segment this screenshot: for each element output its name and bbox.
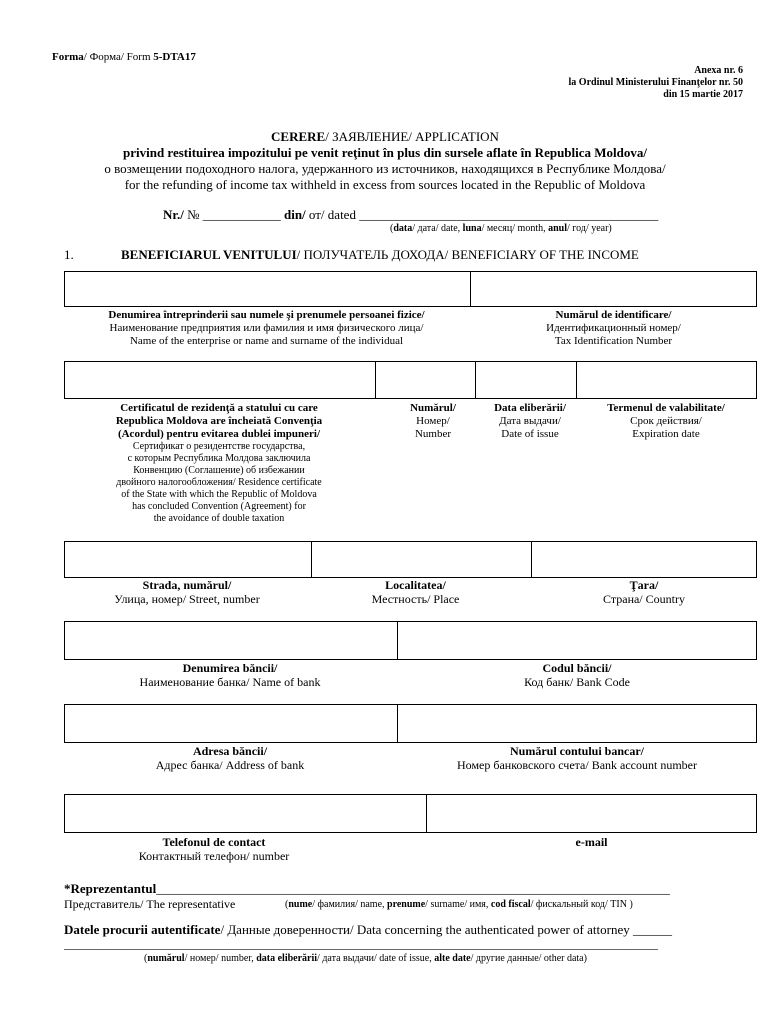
label-ro: Termenul de valabilitate/ bbox=[607, 402, 725, 414]
label-ro: Ţara/ bbox=[629, 578, 659, 592]
poa-field[interactable]: / Данные доверенности/ Data concerning the authenticated power of attorney ______ bbox=[220, 922, 672, 937]
label-en: Expiration date bbox=[632, 428, 700, 440]
title-subtitle-ru: о возмещении подоходного налога, удержанного из источников, находящихся в Республике Молдова/ bbox=[104, 161, 666, 176]
form-id bbox=[52, 51, 196, 64]
hint-cod: cod fiscal bbox=[490, 899, 531, 910]
label-ro-1: Certificatul de rezidenţă a statului cu care bbox=[120, 402, 318, 414]
label-en-1: of the State with which the Republic of Moldova bbox=[121, 489, 317, 500]
hint-paren: ( bbox=[285, 899, 289, 910]
label-rest: Код банк/ Bank Code bbox=[524, 675, 630, 689]
hint-text-2: / surname/ имя, bbox=[425, 899, 491, 910]
hint-text-2: / дата выдачи/ date of issue, bbox=[317, 953, 435, 964]
hint-text-3: / другие данные/ other data) bbox=[470, 953, 587, 964]
annex-line-2: la Ordinul Ministerului Finanţelor nr. 50 bbox=[568, 77, 743, 88]
label-ro: Strada, numărul/ bbox=[142, 578, 232, 592]
form-code: 5-DTA17 bbox=[153, 51, 196, 63]
nr-label: Nr./ bbox=[163, 207, 184, 222]
label-ru: Наименование предприятия или фамилия и имя физического лица/ bbox=[109, 322, 424, 334]
label-ro: Codul băncii/ bbox=[542, 661, 612, 675]
hint-numarul: numărul bbox=[147, 953, 185, 964]
bank-row bbox=[64, 621, 757, 660]
form-label-rest: / Форма/ Form bbox=[83, 51, 154, 63]
street-label bbox=[64, 578, 310, 606]
hint-data: data eliberării bbox=[256, 953, 318, 964]
hint-alte: alte date bbox=[434, 953, 471, 964]
number-date-line bbox=[163, 207, 658, 222]
certificate-number-input[interactable] bbox=[376, 362, 475, 398]
bank-account-label bbox=[397, 744, 757, 772]
country-label bbox=[531, 578, 757, 606]
bank-address-input[interactable] bbox=[65, 705, 397, 742]
bank-code-label bbox=[397, 661, 757, 689]
annex-line-1: Anexa nr. 6 bbox=[694, 65, 743, 76]
enterprise-name-input[interactable] bbox=[65, 272, 470, 306]
label-rest: Страна/ Country bbox=[603, 592, 685, 606]
representative-hint bbox=[285, 899, 633, 911]
label-ro: Adresa băncii/ bbox=[192, 744, 268, 758]
label-ro: Data eliberării/ bbox=[494, 402, 566, 414]
issue-date-input[interactable] bbox=[476, 362, 576, 398]
label-ro: Localitatea/ bbox=[385, 578, 446, 592]
label-ro: Telefonul de contact bbox=[162, 835, 266, 849]
annex-line-3: din 15 martie 2017 bbox=[663, 89, 743, 100]
poa-field-line[interactable]: ___________________________________________________________________________________________________ bbox=[64, 937, 658, 951]
certificate-input[interactable] bbox=[65, 362, 375, 398]
label-rest: Улица, номер/ Street, number bbox=[114, 592, 260, 606]
certificate-row bbox=[64, 361, 757, 399]
label-ru: Идентификационный номер/ bbox=[546, 322, 681, 334]
title-heading-rest: / ЗАЯВЛЕНИЕ/ APPLICATION bbox=[325, 129, 499, 144]
hint-anul: anul bbox=[548, 223, 568, 234]
label-ru-3: Конвенцию (Соглашение) об избежании bbox=[133, 465, 305, 476]
section-title-rest: / ПОЛУЧАТЕЛЬ ДОХОДА/ BENEFICIARY OF THE INCOME bbox=[296, 247, 639, 262]
label-rest: Адрес банка/ Address of bank bbox=[155, 758, 305, 772]
label-rest: Контактный телефон/ number bbox=[138, 849, 290, 863]
label-ru: Номер/ bbox=[416, 415, 450, 427]
label-rest: Наименование банка/ Name of bank bbox=[139, 675, 321, 689]
poa-label: Datele procurii autentificate bbox=[64, 922, 221, 937]
expiration-date-input[interactable] bbox=[577, 362, 756, 398]
label-ru: Дата выдачи/ bbox=[499, 415, 561, 427]
label-ru-4: двойного налогообложения/ Residence certificate bbox=[116, 477, 322, 488]
place-label bbox=[311, 578, 520, 606]
label-ro: Numărul contului bancar/ bbox=[509, 744, 644, 758]
hint-luna: luna bbox=[462, 223, 482, 234]
label-ru-1: Сертификат о резидентстве государства, bbox=[132, 441, 306, 452]
enterprise-row bbox=[64, 271, 757, 307]
representative-label-rest: Представитель/ The representative bbox=[64, 897, 236, 911]
title-subtitle-ro: privind restituirea impozitului pe venit reţinut în plus din sursele aflate în Republica Moldova/ bbox=[122, 145, 648, 160]
label-ro: Denumirea băncii/ bbox=[182, 661, 278, 675]
hint-text-1: / фамилия/ name, bbox=[312, 899, 388, 910]
label-en: Date of issue bbox=[501, 428, 559, 440]
country-input[interactable] bbox=[532, 542, 756, 577]
hint-paren: ( bbox=[144, 953, 148, 964]
address-row bbox=[64, 541, 757, 578]
hint-prenume: prenume bbox=[387, 899, 426, 910]
bank-address-row bbox=[64, 704, 757, 743]
hint-paren: ( bbox=[390, 223, 394, 234]
poa-hint bbox=[144, 953, 587, 965]
label-ru: Срок действия/ bbox=[630, 415, 702, 427]
street-input[interactable] bbox=[65, 542, 311, 577]
section-title bbox=[121, 247, 639, 262]
label-ro: Numărul/ bbox=[410, 402, 456, 414]
title-heading: CERERE bbox=[271, 129, 326, 144]
form-label: Forma bbox=[52, 51, 84, 63]
hint-text-3: / год/ year) bbox=[567, 223, 612, 234]
label-rest: Номер банковского счета/ Bank account number bbox=[457, 758, 697, 772]
label-rest: Местность/ Place bbox=[371, 592, 460, 606]
representative-field[interactable]: _______________________________________________________________________________ bbox=[156, 881, 670, 896]
representative-line bbox=[64, 881, 670, 896]
email-input[interactable] bbox=[427, 795, 756, 832]
bank-address-label bbox=[64, 744, 396, 772]
section-number: 1. bbox=[64, 247, 74, 262]
hint-text-1: / дата/ date, bbox=[412, 223, 463, 234]
label-ro: Numărul de identificare/ bbox=[555, 309, 672, 321]
expiration-date-label bbox=[576, 402, 756, 441]
din-label: din/ bbox=[283, 207, 306, 222]
label-en: Number bbox=[414, 428, 452, 440]
label-ro-3: (Acordul) pentru evitarea dublei impuneri/ bbox=[117, 428, 321, 440]
section-title-ro: BENEFICIARUL VENITULUI bbox=[121, 247, 297, 262]
title-subtitle-en: for the refunding of income tax withheld in excess from sources located in the Republic of Moldova bbox=[124, 177, 646, 192]
label-en: Name of the enterprise or name and surname of the individual bbox=[129, 335, 404, 347]
label-ro-2: Republica Moldova are încheiată Convenţia bbox=[115, 415, 323, 427]
date-hint bbox=[390, 223, 612, 235]
bank-account-input[interactable] bbox=[398, 705, 756, 742]
label-ro: Denumirea întreprinderii sau numele şi prenumele persoanei fizice/ bbox=[108, 309, 425, 321]
tax-id-label bbox=[470, 309, 757, 348]
hint-text-1: / номер/ number, bbox=[184, 953, 257, 964]
phone-input[interactable] bbox=[65, 795, 426, 832]
label-ru-2: с которым Республика Молдова заключила bbox=[127, 453, 311, 464]
place-input[interactable] bbox=[312, 542, 531, 577]
enterprise-name-label bbox=[64, 309, 469, 348]
annex-block bbox=[443, 65, 743, 101]
hint-text-3: / фискальный код/ TIN ) bbox=[530, 899, 633, 910]
hint-nume: nume bbox=[288, 899, 313, 910]
label-en: Tax Identification Number bbox=[554, 335, 673, 347]
issue-date-label bbox=[475, 402, 585, 441]
email-label: e-mail bbox=[575, 835, 608, 849]
bank-name-input[interactable] bbox=[65, 622, 397, 659]
certificate-label bbox=[64, 402, 374, 525]
page-title bbox=[0, 129, 770, 192]
phone-label bbox=[64, 835, 364, 863]
hint-text-2: / месяц/ month, bbox=[481, 223, 549, 234]
date-field[interactable]: от/ dated ______________________________________________ bbox=[305, 207, 659, 222]
label-en-3: the avoidance of double taxation bbox=[153, 513, 285, 524]
label-en-2: has concluded Convention (Agreement) for bbox=[132, 501, 306, 512]
bank-code-input[interactable] bbox=[398, 622, 756, 659]
bank-name-label bbox=[64, 661, 396, 689]
representative-label: *Reprezentantul bbox=[64, 881, 157, 896]
hint-data: data bbox=[393, 223, 413, 234]
contact-row bbox=[64, 794, 757, 833]
tax-id-input[interactable] bbox=[471, 272, 756, 306]
power-of-attorney-line bbox=[64, 922, 672, 937]
nr-field[interactable]: № ____________ bbox=[183, 207, 284, 222]
